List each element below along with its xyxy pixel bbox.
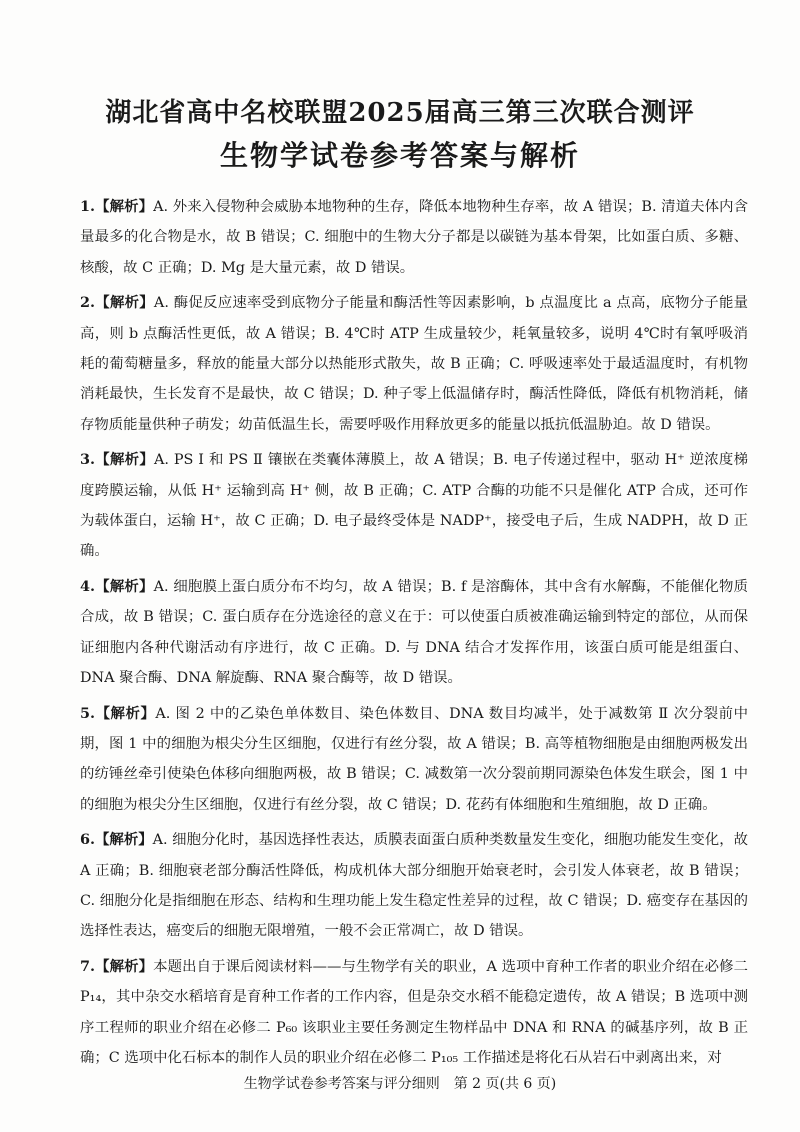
answer-item-5 [80, 699, 748, 821]
answer-item-4 [80, 572, 748, 694]
answer-text: A. 外来入侵物种会威胁本地物种的生存，降低本地物种生存率，故 A 错误；B. 清道夫体内含量最多的化合物是水，故 B 错误；C. 细胞中的生物大分子都是以碳链为基本骨架，比如蛋白质、多糖、核酸，故 C 正确；D. Mg 是大量元素，故 D 错误。 [80, 199, 748, 276]
page-footer: 生物学试卷参考答案与评分细则 第 2 页(共 6 页) [243, 1076, 557, 1092]
answer-item-2 [80, 288, 748, 440]
answer-text: A. 酶促反应速率受到底物分子能量和酶活性等因素影响，b 点温度比 a 点高，底物分子能量高，则 b 点酶活性更低，故 A 错误；B. 4℃时 ATP 生成量较少，耗氧量较多，说明 4℃时有氧呼吸消耗的葡萄糖量多，释放的能量大部分以热能形式散失，故 B 正确；C. 呼吸速率处于最适温度时，有机物消耗最快，生长发育不是最快，故 C 错误；D. 种子零上低温储存时，酶活性降低，降低有机物消耗，储存物质能量供种子萌发；幼苗低温生长，需要呼吸作用释放更多的能量以抵抗低温胁迫。故 D 错误。 [80, 295, 748, 433]
answer-number: 4. [80, 577, 96, 595]
answer-item-3 [80, 445, 748, 567]
answer-tag: 【解析】 [95, 831, 153, 849]
answer-number: 5. [80, 704, 96, 722]
answer-text: A. 图 2 中的乙染色单体数目、染色体数目、DNA 数目均减半，处于减数第 Ⅱ 次分裂前中期，图 1 中的细胞为根尖分生区细胞，仅进行有丝分裂，故 A 错误；B. 高等植物细胞是由细胞两极发出的纺锤丝牵引使染色体移向细胞两极，故 B 错误；C. 减数第一次分裂前期同源染色体发生联会，图 1 中的细胞为根尖分生区细胞，仅进行有丝分裂，故 C 错误；D. 花药有体细胞和生殖细胞，故 D 正确。 [80, 705, 748, 813]
answers-list [80, 192, 748, 1078]
answer-tag: 【解析】 [95, 198, 154, 215]
answer-tag: 【解析】 [95, 704, 156, 722]
exam-title: 湖北省高中名校联盟2025届高三第三次联合测评 [105, 98, 695, 128]
answer-number: 7. [80, 957, 96, 975]
answer-tag: 【解析】 [95, 294, 154, 312]
answer-item-7 [80, 952, 748, 1074]
answer-text: A. 细胞膜上蛋白质分布不均匀，故 A 错误；B. f 是溶酶体，其中含有水解酶，不能催化物质合成，故 B 错误；C. 蛋白质存在分选途径的意义在于：可以使蛋白质被准确运输到特定的部位，从而保证细胞内各种代谢活动有序进行，故 C 正确。D. 与 DNA 结合才发挥作用，该蛋白质可能是组蛋白、DNA 聚合酶、DNA 解旋酶、RNA 聚合酶等，故 D 错误。 [80, 578, 748, 687]
answer-number: 3. [80, 451, 96, 469]
answer-number: 2. [80, 294, 96, 312]
answer-tag: 【解析】 [95, 451, 154, 469]
answer-item-1 [80, 192, 748, 283]
answer-tag: 【解析】 [95, 577, 154, 595]
answer-number: 1. [80, 198, 96, 215]
document-subtitle: 生物学试卷参考答案与解析 [219, 139, 580, 172]
answer-text: A. PS Ⅰ 和 PS Ⅱ 镶嵌在类囊体薄膜上，故 A 错误；B. 电子传递过程中，驱动 H⁺ 逆浓度梯度跨膜运输，从低 H⁺ 运输到高 H⁺ 侧，故 B 正确；C. ATP 合酶的功能不只是催化 ATP 合成，还可作为载体蛋白，运输 H⁺，故 C 正确；D. 电子最终受体是 NADP⁺，接受电子后，生成 NADPH，故 D 正确。 [80, 452, 748, 560]
answer-text: 本题出自于课后阅读材料——与生物学有关的职业，A 选项中育种工作者的职业介绍在必修二 P₁₄，其中杂交水稻培育是育种工作者的工作内容，但是杂交水稻不能稳定遗传，故 A 错误；B 选项中测序工程师的职业介绍在必修二 P₆₀ 该职业主要任务测定生物样品中 DNA 和 RNA 的碱基序列，故 B 正确；C 选项中化石标本的制作人员的职业介绍在必修二 P₁₀₅ 工作描述是将化石从岩石中剥离出来，对 [80, 958, 748, 1066]
answer-number: 6. [80, 831, 96, 849]
answer-text: A. 细胞分化时，基因选择性表达，质膜表面蛋白质种类数量发生变化，细胞功能发生变化，故 A 正确；B. 细胞衰老部分酶活性降低，构成机体大部分细胞开始衰老时，会引发人体衰老，故 B 错误；C. 细胞分化是指细胞在形态、结构和生理功能上发生稳定性差异的过程，故 C 错误；D. 癌变存在基因的选择性表达，癌变后的细胞无限增殖，一般不会正常凋亡，故 D 错误。 [80, 832, 748, 940]
answer-item-6 [80, 825, 748, 947]
answer-tag: 【解析】 [95, 957, 154, 975]
